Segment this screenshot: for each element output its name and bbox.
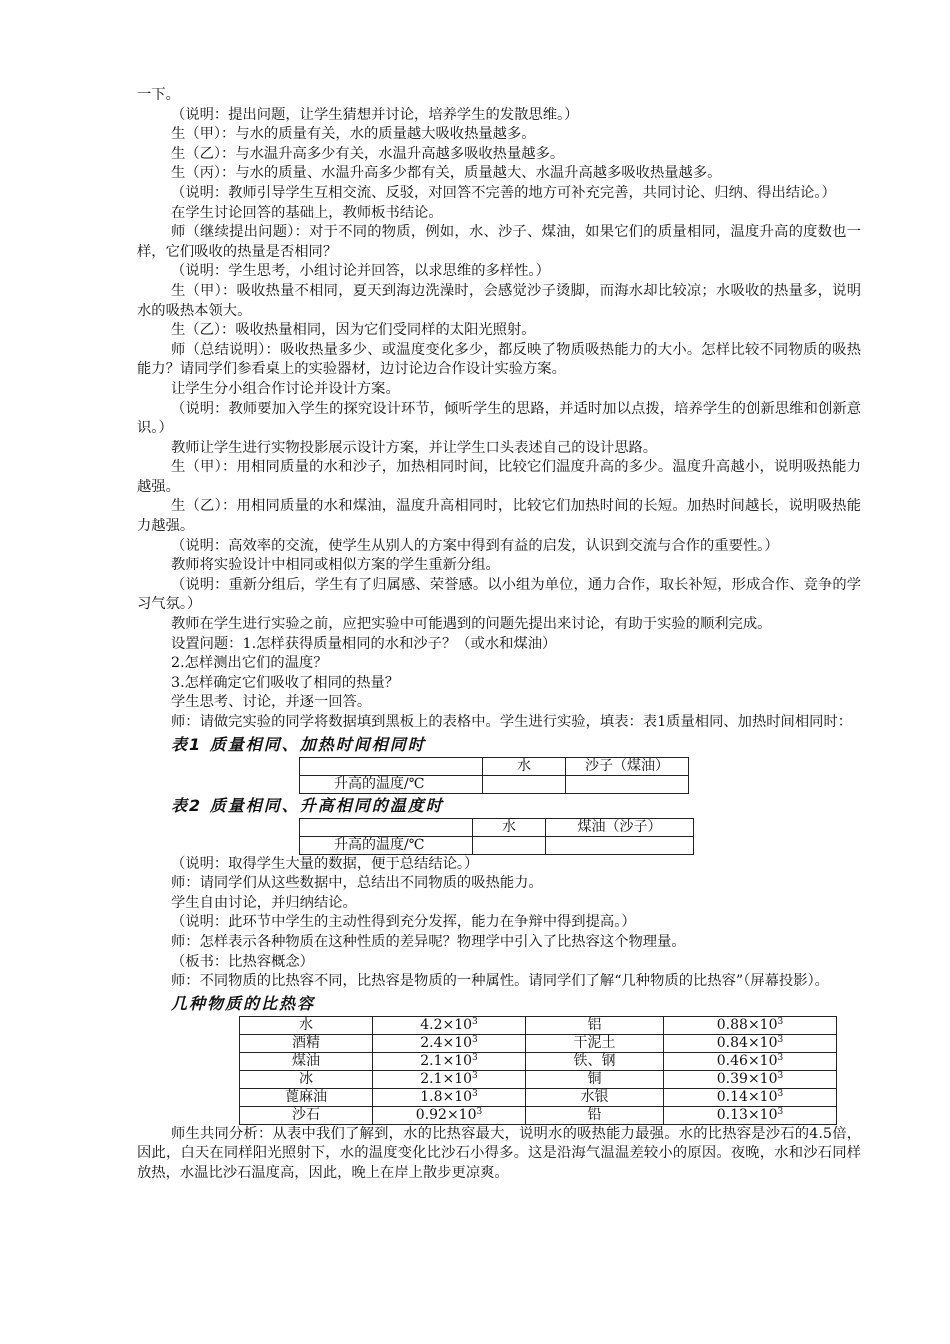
substance-cell	[240, 1088, 373, 1106]
exponent: 3	[777, 1052, 784, 1063]
value-cell	[373, 1016, 526, 1034]
substance-cell	[240, 1070, 373, 1088]
table-cell	[300, 757, 483, 775]
paragraph: 让学生分小组合作讨论并设计方案。	[171, 380, 400, 397]
exponent: 3	[777, 1016, 784, 1027]
substance-cell	[526, 1052, 664, 1070]
value-cell-text: 0.14×10	[716, 1088, 778, 1105]
table-row	[300, 836, 694, 854]
note-paragraph: （说明：此环节中学生的主动性得到充分发挥，能力在争辩中得到提高。）	[171, 914, 636, 931]
substance-cell	[526, 1106, 664, 1124]
substance-cell-text: 冰	[299, 1070, 313, 1087]
table-row	[240, 1088, 837, 1106]
value-cell-text: 4.2×10	[420, 1016, 473, 1033]
exponent: 3	[777, 1106, 784, 1117]
substance-cell-text: 铜	[587, 1070, 602, 1087]
value-cell-text: 0.84×10	[716, 1034, 778, 1051]
note-paragraph: （说明：教师引导学生互相交流、反驳，对回答不完善的地方可补充完善，共同讨论、归纳、得出结论。）	[171, 184, 836, 201]
question-paragraph: 2.怎样测出它们的温度？	[171, 655, 328, 672]
substance-cell	[240, 1106, 373, 1124]
paragraph: 师生共同分析：从表中我们了解到，水的比热容最大，说明水的吸热能力最强。水的比热容是沙石的4.5倍，因此，白天在同样阳光照射下，水的温度变化比沙石小得多。这是沿海气温温差较小的原因。夜晚，水和沙石同样放热，水温比沙石温度高，因此，晚上在岸上散步更凉爽。	[137, 1125, 861, 1181]
substance-cell	[526, 1070, 664, 1088]
question-paragraph: 3.怎样确定它们吸收了相同的热量？	[171, 674, 400, 691]
value-cell	[373, 1034, 526, 1052]
substance-cell	[526, 1088, 664, 1106]
table-row	[240, 1016, 837, 1034]
value-cell	[664, 1106, 837, 1124]
table1-caption: 表1 质量相同、加热时间相同时	[171, 734, 426, 754]
exponent: 3	[777, 1088, 784, 1099]
exponent: 3	[472, 1016, 478, 1027]
paragraph: 师：不同物质的比热容不同，比热容是物质的一种属性。请同学们了解“几种物质的比热容”（屏幕投影）。	[171, 973, 829, 990]
value-cell-text: 0.92×10	[415, 1106, 477, 1123]
substance-cell	[240, 1034, 373, 1052]
substance-cell	[240, 1052, 373, 1070]
table3-caption: 几种物质的比热容	[171, 993, 316, 1013]
substance-cell-text: 酒精	[292, 1034, 320, 1051]
table-row	[300, 818, 694, 836]
value-cell	[664, 1016, 837, 1034]
value-cell-text: 2.4×10	[420, 1034, 473, 1051]
specific-heat-table	[239, 1016, 837, 1125]
paragraph: 师：请做完实验的同学将数据填到黑板上的表格中。学生进行实验，填表：表1质量相同、加热时间相同时：	[171, 714, 853, 730]
substance-cell-text: 水	[299, 1016, 313, 1033]
paragraph: 在学生讨论回答的基础上，教师板书结论。	[171, 204, 443, 221]
table-header: 水	[473, 818, 546, 836]
exponent: 3	[472, 1088, 478, 1099]
note-paragraph: （说明：高效率的交流，使学生从别人的方案中得到有益的启发，认识到交流与合作的重要性。）	[171, 537, 779, 554]
exponent: 3	[777, 1034, 784, 1045]
paragraph: 生（乙）：与水温升高多少有关，水温升高越多吸收热量越多。	[171, 145, 565, 162]
value-cell	[373, 1052, 526, 1070]
value-cell-text: 2.1×10	[420, 1070, 473, 1087]
substance-cell-text: 沙石	[292, 1106, 320, 1123]
table2	[299, 818, 694, 855]
table-row	[240, 1052, 837, 1070]
value-cell-text: 0.13×10	[716, 1106, 778, 1123]
note-paragraph: （说明：学生思考，小组讨论并回答，以求思维的多样性。）	[171, 263, 550, 280]
substance-cell	[240, 1016, 373, 1034]
exponent: 3	[472, 1052, 478, 1063]
paragraph: 教师在学生进行实验之前，应把实验中可能遇到的问题先提出来讨论，有助于实验的顺利完成。	[171, 616, 772, 633]
paragraph: 师：怎样表示各种物质在这种性质的差异呢？物理学中引入了比热容这个物理量。	[171, 933, 686, 950]
note-paragraph: （说明：提出问题，让学生猜想并讨论，培养学生的发散思维。）	[171, 106, 579, 123]
table-header: 沙子（煤油）	[566, 757, 689, 775]
value-cell	[664, 1070, 837, 1088]
paragraph: 学生思考、讨论，并逐一回答。	[171, 694, 372, 711]
exponent: 3	[472, 1034, 478, 1045]
value-cell-text: 0.88×10	[716, 1016, 778, 1033]
paragraph: 师（总结说明）：吸收热量多少、或温度变化多少，都反映了物质吸热能力的大小。怎样比较不同物质的吸热能力？请同学们参看桌上的实验器材，边讨论边合作设计实验方案。	[137, 341, 861, 378]
table-cell	[566, 775, 689, 793]
paragraph: 生（甲）：吸收热量不相同，夏天到海边洗澡时，会感觉沙子烫脚，而海水却比较凉；水吸收的热量多，说明水的吸热本领大。	[137, 282, 861, 319]
paragraph: 师（继续提出问题）：对于不同的物质，例如，水、沙子、煤油，如果它们的质量相同，温度升高的度数也一样，它们吸收的热量是否相同？	[137, 224, 861, 260]
table-row	[240, 1106, 837, 1124]
substance-cell-text: 铝	[587, 1016, 602, 1033]
value-cell-text: 1.8×10	[420, 1088, 473, 1105]
value-cell	[664, 1052, 837, 1070]
note-paragraph: （说明：教师要加入学生的探究设计环节，倾听学生的思路，并适时加以点拨，培养学生的创新思维和创新意识。）	[137, 400, 861, 437]
paragraph: 生（甲）：与水的质量有关，水的质量越大吸收热量越多。	[171, 126, 536, 143]
table-cell	[483, 775, 566, 793]
row-label: 升高的温度/℃	[300, 775, 483, 793]
table2-caption: 表2 质量相同、升高相同的温度时	[171, 795, 444, 815]
substance-cell-text: 铅	[587, 1106, 602, 1123]
question-paragraph: 设置问题：1.怎样获得质量相同的水和沙子？（或水和煤油）	[171, 635, 557, 652]
table-header: 煤油（沙子）	[546, 818, 694, 836]
paragraph: 师：请同学们从这些数据中，总结出不同物质的吸热能力。	[171, 875, 543, 892]
value-cell-text: 2.1×10	[420, 1052, 473, 1069]
exponent: 3	[777, 1070, 784, 1081]
paragraph: 生（甲）：用相同质量的水和沙子，加热相同时间，比较它们温度升高的多少。温度升高越小，说明吸热能力越强。	[137, 459, 861, 495]
value-cell-text: 0.46×10	[716, 1052, 778, 1069]
value-cell	[373, 1088, 526, 1106]
exponent: 3	[472, 1070, 478, 1081]
substance-cell-text: 水银	[580, 1088, 609, 1105]
paragraph: 生（乙）：用相同质量的水和煤油，温度升高相同时，比较它们加热时间的长短。加热时间越长，说明吸热能力越强。	[137, 498, 861, 535]
note-paragraph: （说明：重新分组后，学生有了归属感、荣誉感。以小组为单位，通力合作，取长补短，形成合作、竞争的学习气氛。）	[137, 576, 861, 613]
table-cell	[473, 836, 546, 854]
paragraph: 教师将实验设计中相同或相似方案的学生重新分组。	[171, 557, 500, 574]
paragraph: 学生自由讨论，并归纳结论。	[171, 894, 357, 911]
substance-cell-text: 煤油	[292, 1052, 320, 1069]
value-cell	[664, 1088, 837, 1106]
substance-cell	[526, 1034, 664, 1052]
paragraph: 教师让学生进行实物投影展示设计方案，并让学生口头表述自己的设计思路。	[171, 439, 658, 456]
note-paragraph: （说明：取得学生大量的数据，便于总结结论。）	[171, 855, 479, 872]
substance-cell	[526, 1016, 664, 1034]
paragraph: 生（丙）：与水的质量、水温升高多少都有关，质量越大、水温升高越多吸收热量越多。	[171, 165, 722, 182]
table-row	[240, 1034, 837, 1052]
row-label: 升高的温度/℃	[300, 836, 473, 854]
substance-cell-text: 干泥土	[573, 1034, 616, 1051]
value-cell	[664, 1034, 837, 1052]
document-page	[137, 86, 861, 1184]
table-cell	[546, 836, 694, 854]
value-cell	[373, 1106, 526, 1124]
table1	[299, 757, 689, 794]
value-cell	[373, 1070, 526, 1088]
table-row	[300, 757, 689, 775]
paragraph: 生（乙）：吸收热量相同，因为它们受同样的太阳光照射。	[171, 322, 536, 339]
value-cell-text: 0.39×10	[716, 1070, 778, 1087]
exponent: 3	[476, 1106, 483, 1117]
substance-cell-text: 铁、钢	[573, 1052, 616, 1069]
table-row	[240, 1070, 837, 1088]
substance-cell-text: 蓖麻油	[285, 1088, 327, 1105]
table-cell	[300, 818, 473, 836]
note-paragraph: （板书：比热容概念）	[171, 953, 314, 970]
table-header: 水	[483, 757, 566, 775]
paragraph: 一下。	[137, 87, 180, 103]
table-row	[300, 775, 689, 793]
